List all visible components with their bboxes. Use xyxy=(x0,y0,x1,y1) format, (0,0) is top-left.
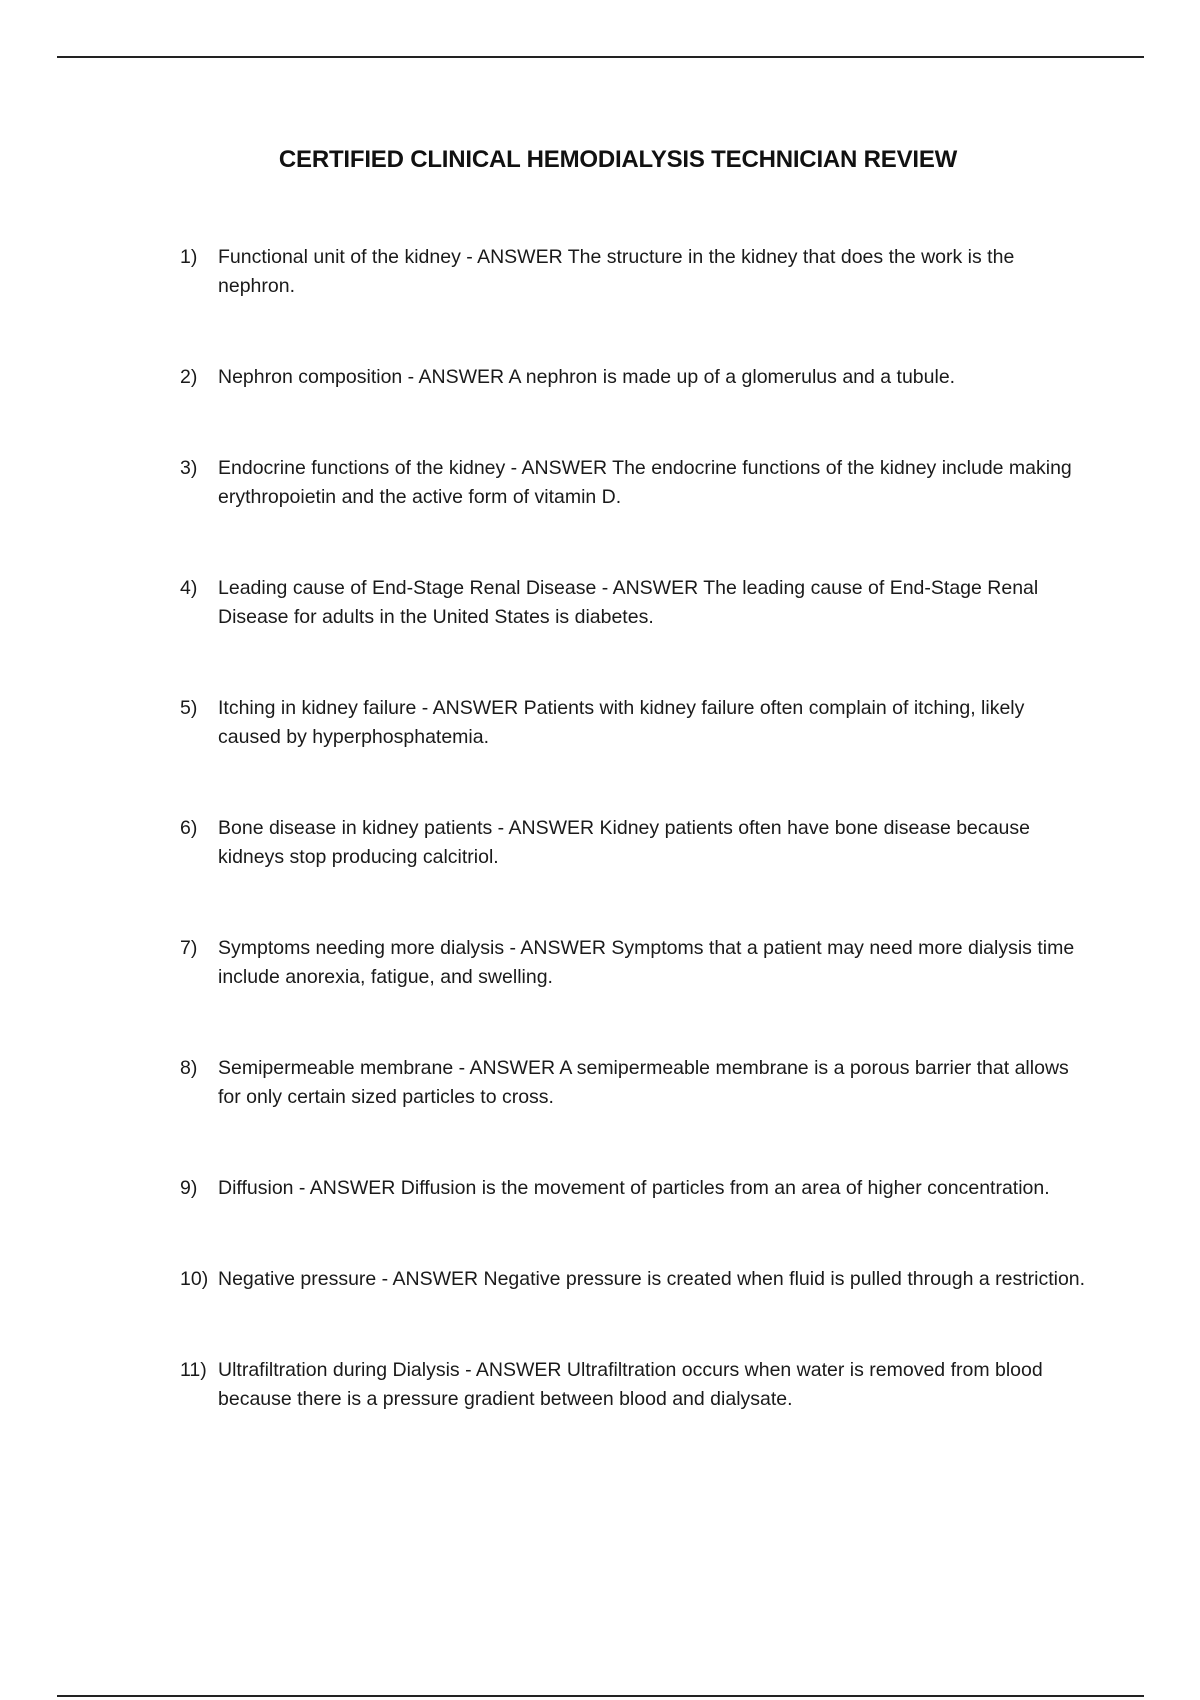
qa-number: 6) xyxy=(180,817,198,839)
qa-item-8 xyxy=(180,1054,1090,1112)
qa-number: 4) xyxy=(180,577,198,599)
bottom-divider xyxy=(57,1695,1144,1697)
qa-text: Leading cause of End-Stage Renal Disease - ANSWER The leading cause of End-Stage Renal Disease for adults in the United States is diabetes. xyxy=(218,577,1039,628)
qa-text: Endocrine functions of the kidney - ANSWER The endocrine functions of the kidney include making erythropoietin and the active form of vitamin D. xyxy=(218,457,1072,508)
qa-number: 5) xyxy=(180,697,198,719)
qa-text: Negative pressure - ANSWER Negative pressure is created when fluid is pulled through a restriction. xyxy=(218,1268,1086,1290)
qa-number: 9) xyxy=(180,1177,198,1199)
qa-number: 11) xyxy=(180,1359,207,1381)
qa-text: Nephron composition - ANSWER A nephron is made up of a glomerulus and a tubule. xyxy=(218,366,956,388)
qa-list xyxy=(180,243,1090,1476)
qa-text: Symptoms needing more dialysis - ANSWER Symptoms that a patient may need more dialysis time include anorexia, fatigue, and swelling. xyxy=(218,937,1075,988)
qa-text: Itching in kidney failure - ANSWER Patients with kidney failure often complain of itching, likely caused by hyperphosphatemia. xyxy=(218,697,1025,748)
qa-item-3 xyxy=(180,454,1090,512)
qa-number: 10) xyxy=(180,1268,209,1290)
top-divider xyxy=(57,56,1144,58)
qa-item-10 xyxy=(180,1265,1090,1294)
qa-item-4 xyxy=(180,574,1090,632)
qa-number: 1) xyxy=(180,246,198,268)
qa-item-1 xyxy=(180,243,1090,301)
qa-item-2 xyxy=(180,363,1090,392)
qa-number: 2) xyxy=(180,366,198,388)
qa-item-6 xyxy=(180,814,1090,872)
qa-text: Functional unit of the kidney - ANSWER The structure in the kidney that does the work is the nephron. xyxy=(218,246,1015,297)
qa-text: Semipermeable membrane - ANSWER A semipermeable membrane is a porous barrier that allows for only certain sized particles to cross. xyxy=(218,1057,1069,1108)
document-title: CERTIFIED CLINICAL HEMODIALYSIS TECHNICIAN REVIEW xyxy=(278,146,958,173)
qa-text: Ultrafiltration during Dialysis - ANSWER Ultrafiltration occurs when water is removed from blood because there is a pressure gradient between blood and dialysate. xyxy=(218,1359,1043,1410)
qa-item-11 xyxy=(180,1356,1090,1414)
qa-item-5 xyxy=(180,694,1090,752)
qa-number: 8) xyxy=(180,1057,198,1079)
qa-number: 7) xyxy=(180,937,198,959)
qa-text: Bone disease in kidney patients - ANSWER Kidney patients often have bone disease because kidneys stop producing calcitriol. xyxy=(218,817,1030,868)
qa-item-9 xyxy=(180,1174,1090,1203)
qa-item-7 xyxy=(180,934,1090,992)
qa-text: Diffusion - ANSWER Diffusion is the movement of particles from an area of higher concentration. xyxy=(218,1177,1050,1199)
qa-number: 3) xyxy=(180,457,198,479)
